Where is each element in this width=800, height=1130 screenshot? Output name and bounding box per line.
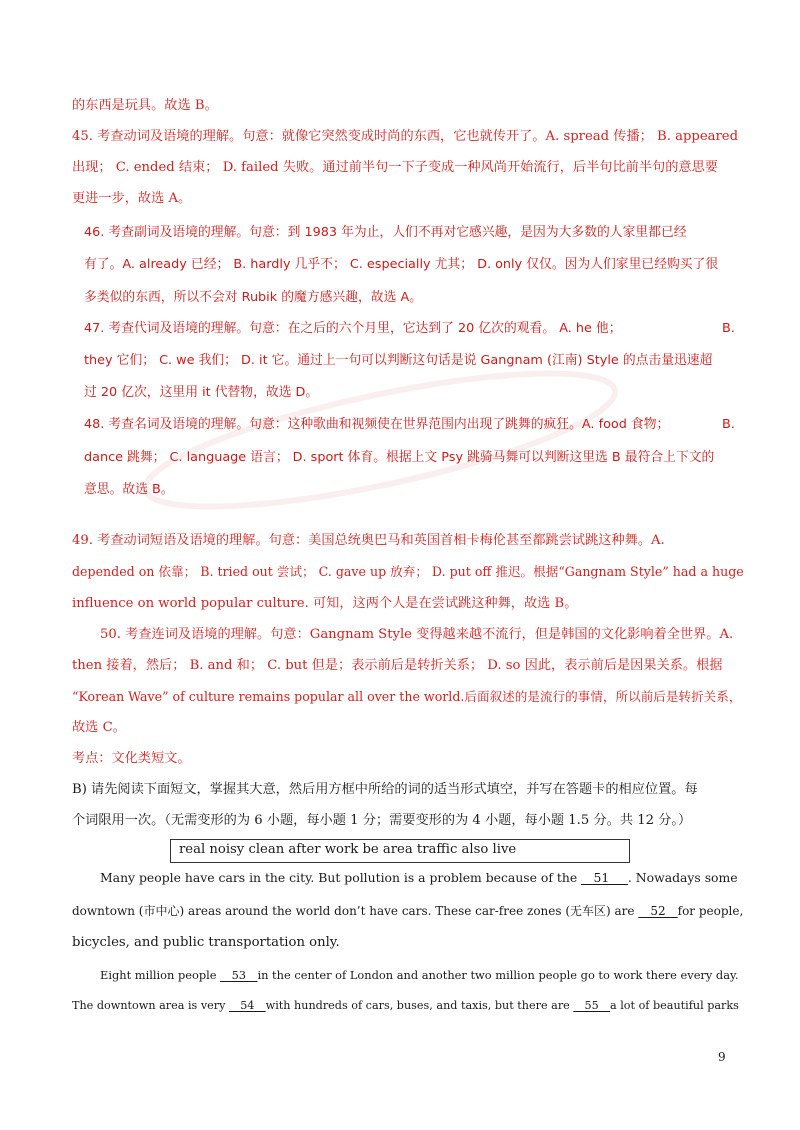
- answer-48-line1: 48. 考查名词及语境的理解。句意：这种歌曲和视频使在世界范围内出现了跳舞的疯狂。A. food 食物；: [84, 417, 670, 432]
- passage-line4: [100, 966, 739, 984]
- answer-50-line4: 故选 C。: [72, 720, 126, 735]
- blank-53: __53__: [220, 968, 258, 982]
- answer-50-line2: then 接着，然后； B. and 和； C. but 但是；表示前后是转折关系； D. so 因此，表示前后是因果关系。根据: [72, 658, 723, 673]
- answer-49-line1: 49. 考查动词短语及语境的理解。句意：美国总统奥巴马和英国首相卡梅伦甚至都跳尝试跳这种舞。A.: [72, 533, 665, 548]
- blank-54: __54__: [229, 999, 266, 1012]
- answer-46-line2: 有了。A. already 已经； B. hardly 几乎不； C. especially 尤其； D. only 仅仅。因为人们家里已经购买了很: [84, 257, 719, 272]
- word-bank-box: [170, 839, 630, 863]
- answer-46-line3: 多类似的东西，所以不会对 Rubik 的魔方感兴趣，故选 A。: [84, 290, 423, 305]
- answer-50-line3: “Korean Wave” of culture remains popular all over the world.后面叙述的是流行的事情，所以前后是转折关系，: [72, 689, 742, 704]
- answer-44-tail: 的东西是玩具。故选 B。: [72, 98, 218, 113]
- answer-45-line3: 更进一步，故选 A。: [72, 191, 192, 206]
- answer-47-line2: they 它们； C. we 我们； D. it 它。通过上一句可以判断这句话是说 Gangnam (江南) Style 的点击量迅速超: [84, 353, 713, 368]
- answer-50-line1: 50. 考查连词及语境的理解。句意：Gangnam Style 变得越来越不流行，但是韩国的文化影响着全世界。A.: [100, 627, 734, 642]
- passage-line5: [72, 997, 739, 1015]
- answer-49-line2: depended on 依靠； B. tried out 尝试； C. gave up 放弃； D. put off 推迟。根据“Gangnam Style” had a huge: [72, 564, 744, 579]
- passage-line1: [100, 869, 738, 887]
- passage-text: Many people have cars in the city. But pollution is a problem because of the: [100, 870, 582, 885]
- passage-text: in the center of London and another two million people go to work there every day.: [257, 968, 739, 982]
- knowledge-point: 考点：文化类短文。: [72, 751, 191, 766]
- blank-52: __52__: [638, 904, 678, 918]
- passage-text: for people,: [677, 904, 744, 918]
- passage-text: The downtown area is very: [72, 999, 229, 1012]
- answer-45-line1: 45. 考查动词及语境的理解。句意：就像它突然变成时尚的东西，它也就传开了。A. spread 传播； B. appeared: [72, 129, 739, 144]
- passage-line2: [72, 902, 743, 920]
- passage-line3: bicycles, and public transportation only.: [72, 935, 340, 950]
- passage-text: . Nowadays some: [627, 870, 738, 885]
- section-b-instructions-line1: B) 请先阅读下面短文，掌握其大意，然后用方框中所给的词的适当形式填空，并写在答题卡的相应位置。每: [72, 782, 698, 797]
- passage-text: with hundreds of cars, buses, and taxis, but there are: [265, 999, 574, 1012]
- blank-51: __51___: [581, 870, 628, 885]
- answer-48-line2: dance 跳舞； C. language 语言； D. sport 体育。根据上文 Psy 跳骑马舞可以判断这里选 B 最符合上下文的: [84, 450, 715, 465]
- answer-45-line2: 出现； C. ended 结束； D. failed 失败。通过前半句一下子变成一种风尚开始流行，后半句比前半句的意思要: [72, 160, 718, 175]
- word-bank-list: real noisy clean after work be area traffic also live: [179, 842, 517, 857]
- answer-47-line1: 47. 考查代词及语境的理解。句意：在之后的六个月里，它达到了 20 亿次的观看。 A. he 他；: [84, 321, 622, 336]
- section-b-instructions-line2: 个词限用一次。（无需变形的为 6 小题，每小题 1 分；需要变形的为 4 小题，每小题 1.5 分。共 12 分。）: [72, 813, 692, 828]
- page-number: 9: [718, 1050, 726, 1064]
- blank-55: __55__: [573, 999, 610, 1012]
- passage-text: a lot of beautiful parks: [609, 999, 739, 1012]
- answer-48-option-b: B.: [722, 417, 735, 432]
- answer-47-line3: 过 20 亿次，这里用 it 代替物，故选 D。: [84, 385, 319, 400]
- answer-46-line1: 46. 考查副词及语境的理解。句意：到 1983 年为止，人们不再对它感兴趣，是因为大多数的人家里都已经: [84, 225, 687, 240]
- passage-text: Eight million people: [100, 968, 221, 982]
- answer-49-line3: influence on world popular culture. 可知，这两个人是在尝试跳这种舞，故选 B。: [72, 596, 578, 611]
- passage-text: downtown (市中心) areas around the world don’t have cars. These car-free zones (无车区) are: [72, 904, 639, 918]
- answer-47-option-b: B.: [722, 321, 735, 336]
- answer-48-line3: 意思。故选 B。: [84, 482, 174, 497]
